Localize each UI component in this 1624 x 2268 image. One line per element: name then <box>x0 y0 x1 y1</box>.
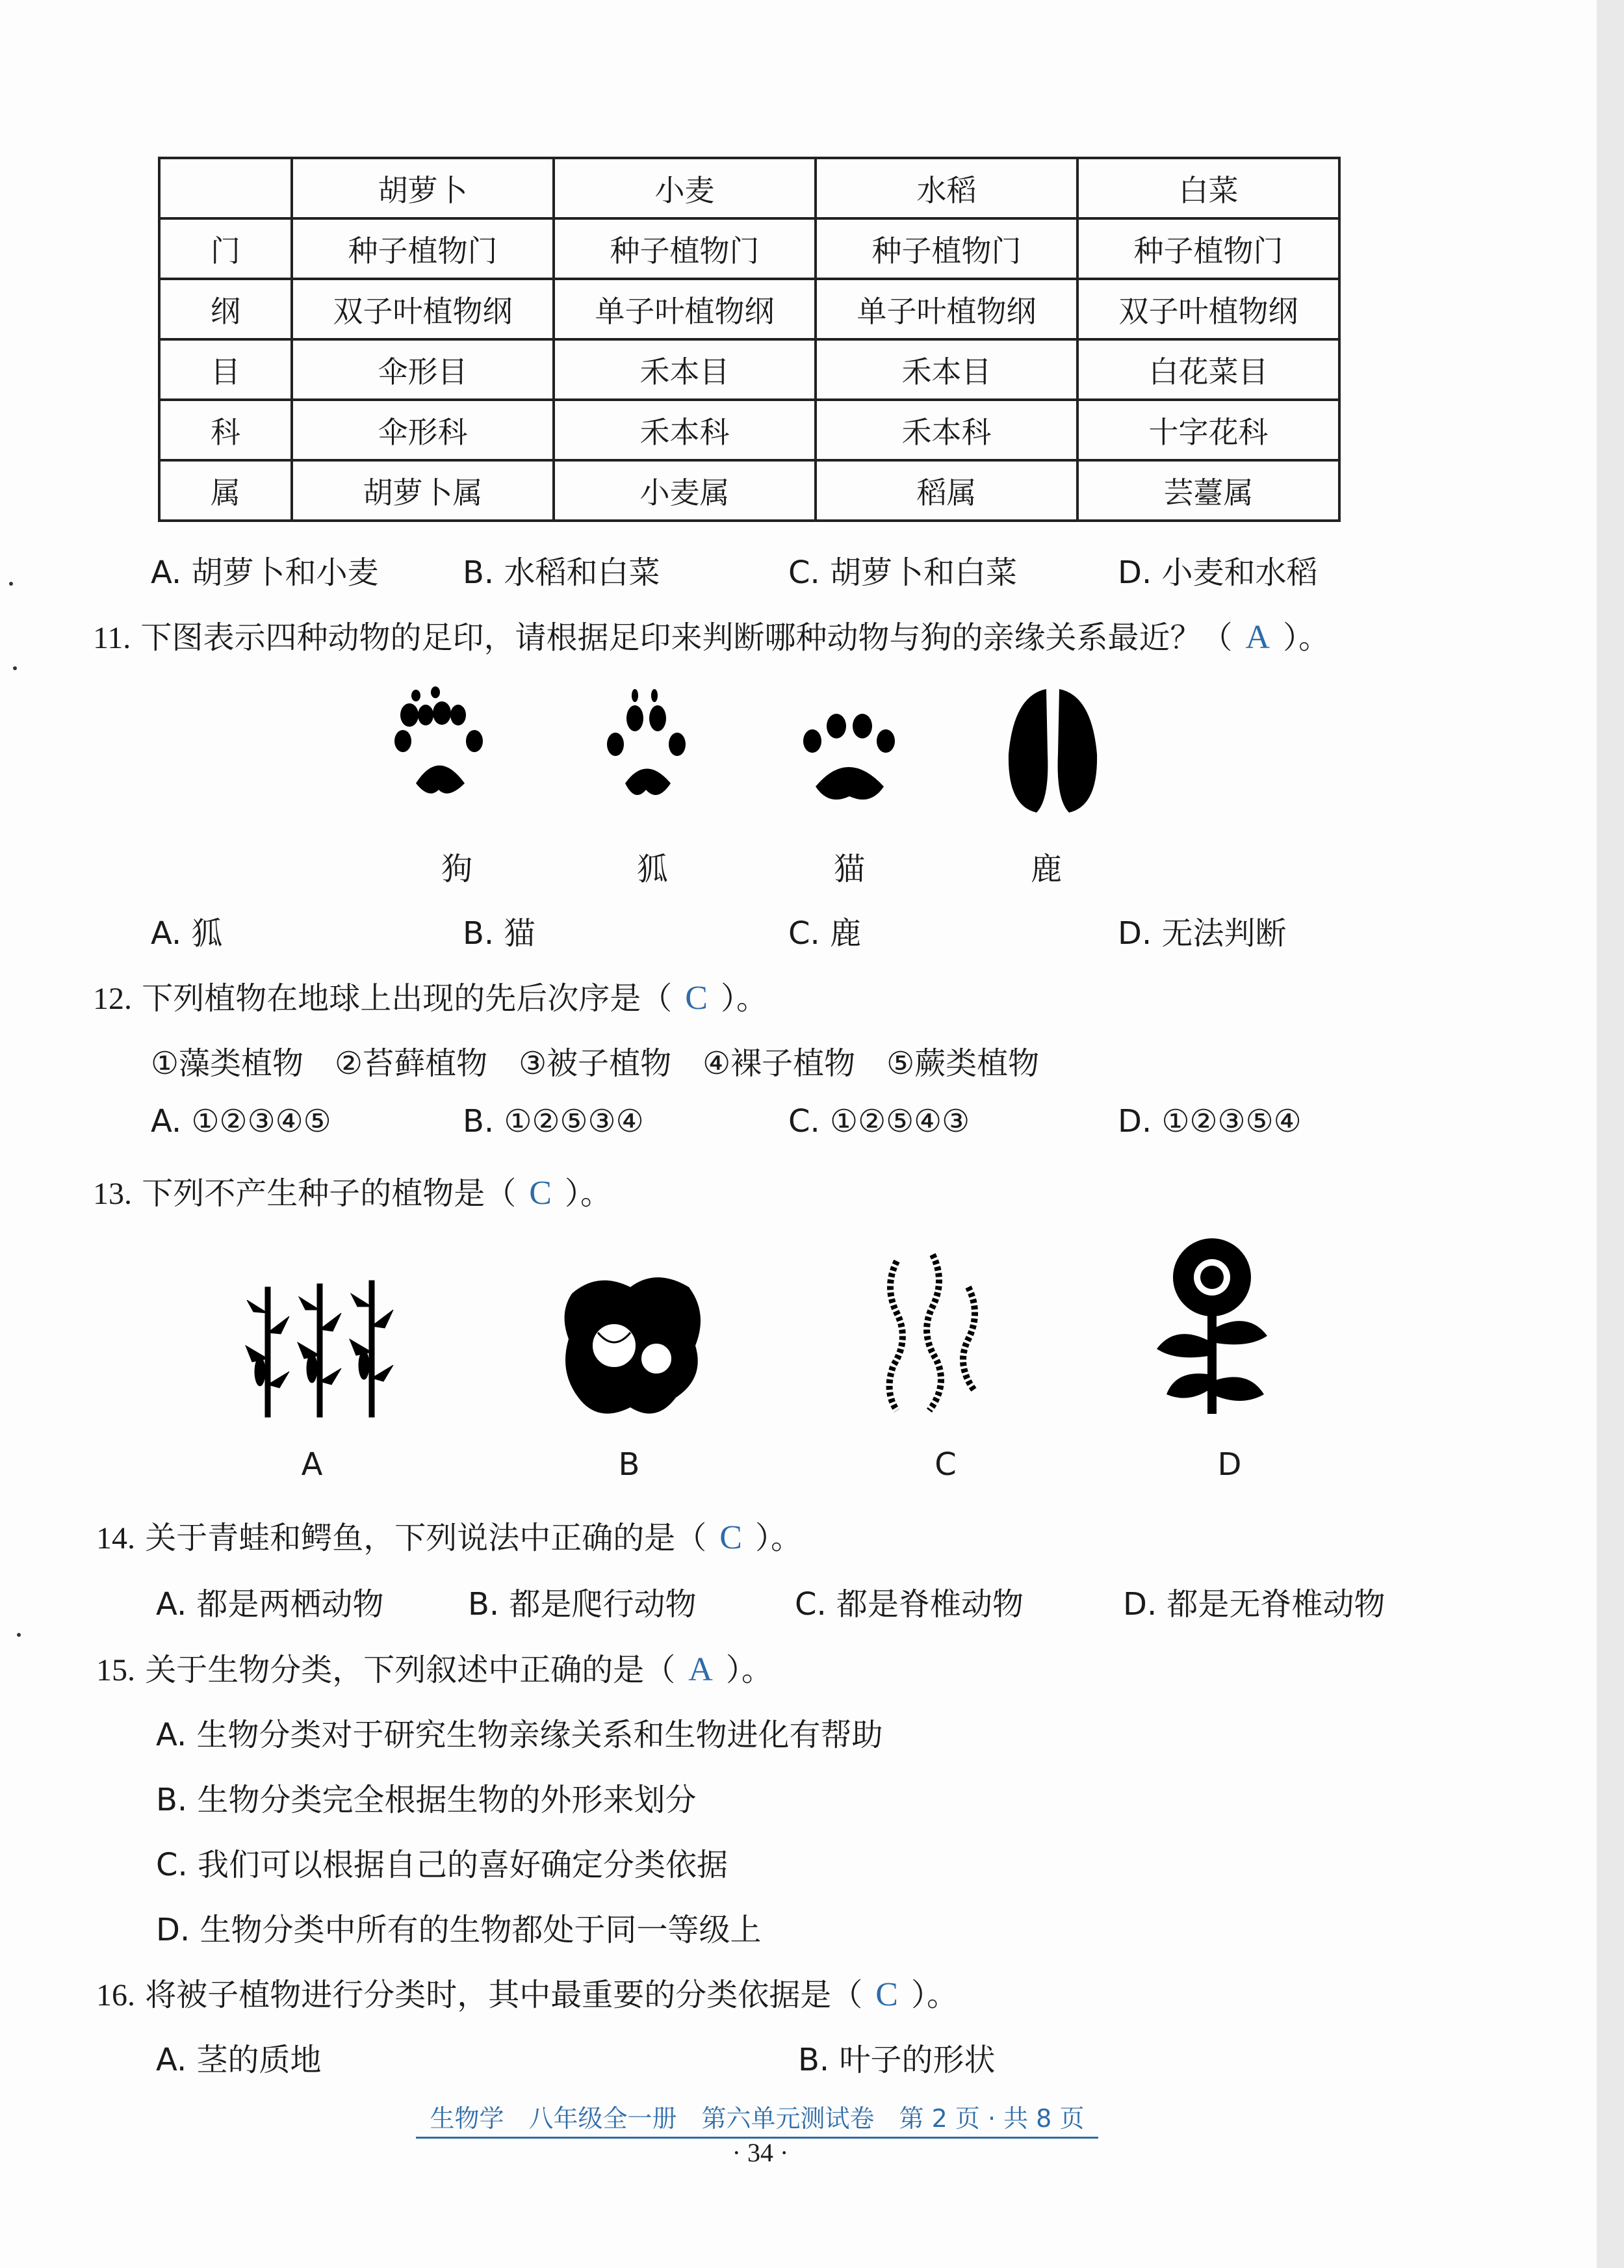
table-row <box>159 279 1339 339</box>
table-cell: 单子叶植物纲 <box>554 279 816 339</box>
question-text-end: ）。 <box>754 1520 802 1556</box>
table-cell: 种子植物门 <box>816 218 1077 279</box>
table-cell: 目 <box>159 339 292 400</box>
option-c: C. 我们可以根据自己的喜好确定分类依据 <box>156 1847 728 1883</box>
table-cell: 胡萝卜属 <box>292 460 554 521</box>
question-16 <box>96 1970 958 2014</box>
question-number: 15. <box>96 1653 135 1688</box>
question-text: 关于青蛙和鳄鱼，下列说法中正确的是（ <box>145 1520 707 1556</box>
table-cell: 门 <box>159 218 292 279</box>
table-header-cell: 白菜 <box>1077 158 1339 218</box>
option-d: D. 生物分类中所有的生物都处于同一等级上 <box>156 1912 762 1948</box>
table-cell: 伞形目 <box>292 339 554 400</box>
option-a: A. 都是两栖动物 <box>156 1586 384 1623</box>
scan-mark <box>13 666 17 670</box>
table-row <box>159 339 1339 400</box>
answer: C <box>529 1175 552 1212</box>
question-number: 16. <box>96 1978 135 2013</box>
scan-mark <box>17 1633 21 1637</box>
deer-footprint-icon <box>1001 683 1105 819</box>
question-items: ①藻类植物 ②苔藓植物 ③被子植物 ④裸子植物 ⑤蕨类植物 <box>151 1045 1040 1082</box>
table-cell: 伞形科 <box>292 400 554 460</box>
option-c: C. 都是脊椎动物 <box>795 1586 1024 1623</box>
question-text: 关于生物分类，下列叙述中正确的是（ <box>145 1652 676 1688</box>
option-a: A. 生物分类对于研究生物亲缘关系和生物进化有帮助 <box>156 1717 883 1753</box>
question-12 <box>93 973 767 1018</box>
table-row <box>159 218 1339 279</box>
table-header-cell: 水稻 <box>816 158 1077 218</box>
table-cell: 禾本目 <box>554 339 816 400</box>
question-number: 13. <box>93 1177 132 1211</box>
table-cell: 稻属 <box>816 460 1077 521</box>
page-number: · 34 · <box>732 2138 789 2167</box>
question-text: 下图表示四种动物的足印，请根据足印来判断哪种动物与狗的亲缘关系最近？（ <box>140 619 1233 656</box>
option-a: A. 胡萝卜和小麦 <box>151 554 379 591</box>
table-row <box>159 460 1339 521</box>
table-cell: 属 <box>159 460 292 521</box>
option-b: B. ①②⑤③④ <box>463 1103 644 1140</box>
option-b: B. 生物分类完全根据生物的外形来划分 <box>156 1782 697 1818</box>
cat-footprint-icon <box>796 712 900 809</box>
table-cell: 种子植物门 <box>1077 218 1339 279</box>
question-number: 12. <box>93 982 132 1016</box>
question-text-end: ）。 <box>725 1652 773 1688</box>
question-14 <box>96 1513 802 1558</box>
question-text-end: ）。 <box>910 1977 958 2013</box>
fox-footprint-icon <box>599 686 697 809</box>
table-cell: 双子叶植物纲 <box>1077 279 1339 339</box>
question-15 <box>96 1645 773 1689</box>
question-text: 下列不产生种子的植物是（ <box>142 1175 517 1212</box>
page-footer: 生物学 八年级全一册 第六单元测试卷 第 2 页 · 共 8 页 <box>416 2098 1098 2139</box>
sunflower-plant-icon <box>1150 1232 1274 1420</box>
table-cell: 芸薹属 <box>1077 460 1339 521</box>
option-d: D. 都是无脊椎动物 <box>1123 1586 1386 1623</box>
answer: A <box>688 1651 713 1688</box>
option-d: D. 无法判断 <box>1118 915 1287 952</box>
option-c: C. 胡萝卜和白菜 <box>788 554 1018 591</box>
table-cell: 十字花科 <box>1077 400 1339 460</box>
footprint-caption: 狐 <box>636 851 668 887</box>
table-cell: 单子叶植物纲 <box>816 279 1077 339</box>
table-cell: 种子植物门 <box>292 218 554 279</box>
option-b: B. 叶子的形状 <box>798 2042 996 2078</box>
page-edge <box>1597 0 1624 2268</box>
table-cell: 小麦属 <box>554 460 816 521</box>
plant-caption: B <box>618 1446 640 1483</box>
question-13 <box>93 1168 612 1213</box>
classification-table <box>158 157 1341 522</box>
answer: C <box>685 980 708 1017</box>
option-d: D. 小麦和水稻 <box>1118 554 1318 591</box>
answer: C <box>719 1519 742 1556</box>
table-cell: 科 <box>159 400 292 460</box>
question-number: 14. <box>96 1521 135 1556</box>
table-cell: 白花菜目 <box>1077 339 1339 400</box>
table-cell: 禾本目 <box>816 339 1077 400</box>
option-a: A. 狐 <box>151 915 223 952</box>
fruit-plant-icon <box>559 1268 708 1424</box>
question-number: 11. <box>93 621 131 655</box>
plant-caption: D <box>1217 1446 1242 1483</box>
question-text: 将被子植物进行分类时，其中最重要的分类依据是（ <box>145 1977 863 2013</box>
option-c: C. ①②⑤④③ <box>788 1103 970 1140</box>
table-row <box>159 400 1339 460</box>
plant-caption: C <box>934 1446 957 1483</box>
option-b: B. 水稻和白菜 <box>463 554 660 591</box>
dog-footprint-icon <box>390 686 494 809</box>
option-b: B. 都是爬行动物 <box>468 1586 697 1623</box>
option-a: A. ①②③④⑤ <box>151 1103 331 1140</box>
table-header-cell: 小麦 <box>554 158 816 218</box>
option-a: A. 茎的质地 <box>156 2042 322 2078</box>
answer: C <box>875 1976 898 2013</box>
table-header-row <box>159 158 1339 218</box>
table-cell: 禾本科 <box>816 400 1077 460</box>
table-header-cell: 胡萝卜 <box>292 158 554 218</box>
footprint-caption: 猫 <box>833 851 865 887</box>
question-text-end: ）。 <box>1283 619 1330 656</box>
table-cell: 种子植物门 <box>554 218 816 279</box>
answer: A <box>1245 619 1270 656</box>
question-text-end: ）。 <box>720 980 767 1017</box>
table-cell: 禾本科 <box>554 400 816 460</box>
scan-mark <box>9 582 13 586</box>
question-text-end: ）。 <box>564 1175 612 1212</box>
option-b: B. 猫 <box>463 915 535 952</box>
plant-caption: A <box>301 1446 323 1483</box>
option-d: D. ①②③⑤④ <box>1118 1103 1302 1140</box>
table-header-cell <box>159 158 292 218</box>
footprint-caption: 狗 <box>441 851 472 887</box>
corn-plant-icon <box>240 1274 409 1424</box>
table-cell: 纲 <box>159 279 292 339</box>
table-cell: 双子叶植物纲 <box>292 279 554 339</box>
footprint-caption: 鹿 <box>1030 851 1062 887</box>
option-c: C. 鹿 <box>788 915 862 952</box>
moss-plant-icon <box>877 1248 994 1424</box>
question-text: 下列植物在地球上出现的先后次序是（ <box>142 980 673 1017</box>
question-11 <box>93 612 1330 657</box>
